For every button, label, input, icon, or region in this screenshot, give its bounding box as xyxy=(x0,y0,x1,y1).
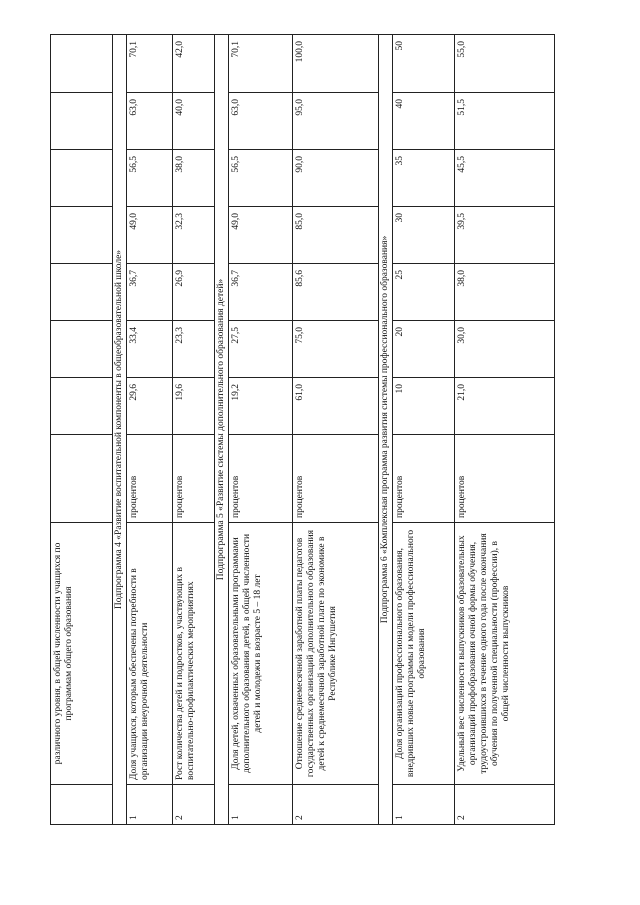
row-number-cell xyxy=(51,785,113,825)
value-cell: 36,7 xyxy=(229,264,293,321)
value-cell: 35 xyxy=(393,150,455,207)
value-cell: 39,5 xyxy=(455,207,555,264)
value-cell: 70,1 xyxy=(127,35,173,93)
value-cell: 56,5 xyxy=(229,150,293,207)
value-cell: 25 xyxy=(393,264,455,321)
value-cell: 30 xyxy=(393,207,455,264)
table-row xyxy=(293,35,379,825)
value-cell: 75,0 xyxy=(293,321,379,378)
value-cell: 10 xyxy=(393,378,455,435)
value-cell: 33,4 xyxy=(127,321,173,378)
row-number-cell: 1 xyxy=(229,785,293,825)
value-cell xyxy=(51,207,113,264)
value-cell: 42,0 xyxy=(173,35,215,93)
value-cell xyxy=(51,150,113,207)
value-cell: 100,0 xyxy=(293,35,379,93)
row-number-cell: 2 xyxy=(173,785,215,825)
indicator-cell: Удельный вес численности выпускников образовательных организаций профобразования очной формы обучения, трудоустроившихся в течение одного года после окончания обучения по полученной специальности (профессии), в общей численности выпускников xyxy=(455,523,555,785)
value-cell: 50 xyxy=(393,35,455,93)
value-cell: 40,0 xyxy=(173,93,215,150)
value-cell: 30,0 xyxy=(455,321,555,378)
unit-cell xyxy=(51,435,113,523)
value-cell: 20 xyxy=(393,321,455,378)
unit-cell: процентов xyxy=(229,435,293,523)
value-cell: 51,5 xyxy=(455,93,555,150)
value-cell xyxy=(51,378,113,435)
value-cell xyxy=(51,35,113,93)
value-cell xyxy=(51,264,113,321)
value-cell: 45,5 xyxy=(455,150,555,207)
value-cell: 26,9 xyxy=(173,264,215,321)
rotated-table-container xyxy=(50,35,585,825)
value-cell: 49,0 xyxy=(127,207,173,264)
table-row xyxy=(393,35,455,825)
unit-cell: процентов xyxy=(173,435,215,523)
table-row xyxy=(229,35,293,825)
value-cell: 32,3 xyxy=(173,207,215,264)
value-cell: 85,6 xyxy=(293,264,379,321)
section-title: Подпрограмма 4 «Развитие воспитательной компоненты в общеобразовательной школе» xyxy=(113,35,127,825)
value-cell: 95,0 xyxy=(293,93,379,150)
value-cell: 63,0 xyxy=(127,93,173,150)
value-cell: 38,0 xyxy=(455,264,555,321)
unit-cell: процентов xyxy=(127,435,173,523)
value-cell: 29,6 xyxy=(127,378,173,435)
row-number-cell: 2 xyxy=(293,785,379,825)
value-cell: 38,0 xyxy=(173,150,215,207)
unit-cell: процентов xyxy=(393,435,455,523)
indicator-cell: Доля учащихся, которым обеспечены потребности в организации внеурочной деятельности xyxy=(127,523,173,785)
section-title: Подпрограмма 5 «Развитие системы дополнительного образования детей» xyxy=(215,35,229,825)
table-row xyxy=(127,35,173,825)
indicator-cell: Рост количества детей и подростков, участвующих в воспитательно-профилактических мероприятиях xyxy=(173,523,215,785)
value-cell xyxy=(51,93,113,150)
section-header-row xyxy=(113,35,127,825)
value-cell: 61,0 xyxy=(293,378,379,435)
value-cell: 27,5 xyxy=(229,321,293,378)
value-cell: 23,3 xyxy=(173,321,215,378)
value-cell: 90,0 xyxy=(293,150,379,207)
section-header-row xyxy=(379,35,393,825)
row-number-cell: 1 xyxy=(127,785,173,825)
indicator-cell: различного уровня, в общей численности учащихся по программам общего образования xyxy=(51,523,113,785)
value-cell: 49,0 xyxy=(229,207,293,264)
value-cell: 40 xyxy=(393,93,455,150)
unit-cell: процентов xyxy=(455,435,555,523)
value-cell: 21,0 xyxy=(455,378,555,435)
row-number-cell: 2 xyxy=(455,785,555,825)
value-cell: 19,6 xyxy=(173,378,215,435)
indicator-cell: Отношение среднемесячной заработной платы педагогов государственных организаций дополнительного образования детей к среднемесячной заработной плате по экономике в Республике Ингушетия xyxy=(293,523,379,785)
indicator-cell: Доля детей, охваченных образовательными программами дополнительного образования детей, в общей численности детей и молодежи в возрасте 5 – 18 лет xyxy=(229,523,293,785)
table-body xyxy=(51,35,555,825)
value-cell: 70,1 xyxy=(229,35,293,93)
table-row xyxy=(51,35,113,825)
table-row xyxy=(455,35,555,825)
value-cell: 56,5 xyxy=(127,150,173,207)
section-title: Подпрограмма 6 «Комплексная программа развития системы профессионального образования» xyxy=(379,35,393,825)
table-row xyxy=(173,35,215,825)
value-cell: 19,2 xyxy=(229,378,293,435)
value-cell: 36,7 xyxy=(127,264,173,321)
value-cell: 55,0 xyxy=(455,35,555,93)
value-cell: 85,0 xyxy=(293,207,379,264)
value-cell xyxy=(51,321,113,378)
value-cell: 63,0 xyxy=(229,93,293,150)
unit-cell: процентов xyxy=(293,435,379,523)
indicator-cell: Доля организаций профессионального образования, внедривших новые программы и модели профессионального образования xyxy=(393,523,455,785)
section-header-row xyxy=(215,35,229,825)
indicators-table xyxy=(50,34,555,825)
row-number-cell: 1 xyxy=(393,785,455,825)
